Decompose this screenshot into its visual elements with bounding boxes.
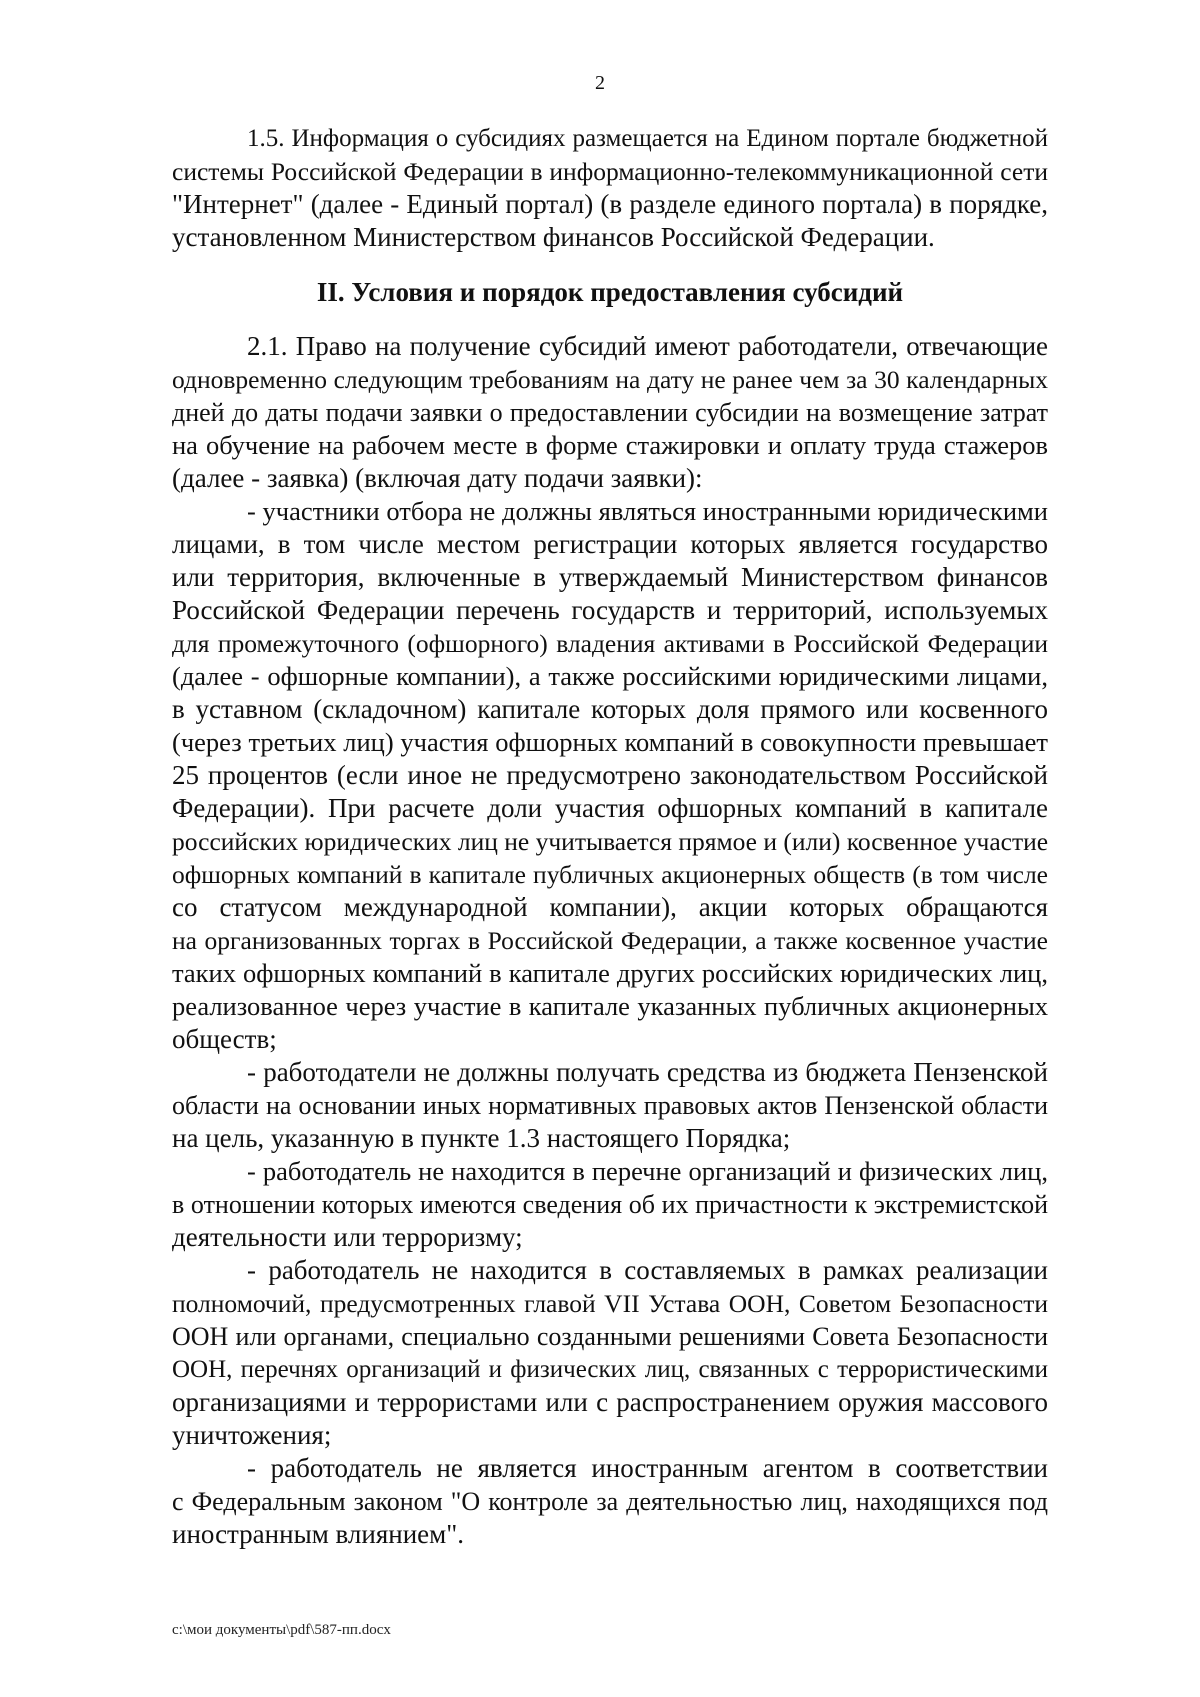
text-line: - работодатель не находится в перечне организаций и физических лиц, [247,1156,1048,1186]
text-line: обществ; [172,1024,277,1054]
text-line: ООН или органами, специально созданными решениями Совета Безопасности [172,1322,1048,1351]
text-line: лицами, в том числе местом регистрации которых является государство [172,529,1048,559]
text-line: - участники отбора не должны являться иностранными юридическими [247,496,1048,526]
text-line: на организованных торгах в Российской Федерации, а также косвенное участие [172,926,1048,955]
text-line: в отношении которых имеются сведения об их причастности к экстремистской [172,1190,1048,1219]
text-line: с Федеральным законом "О контроле за деятельностью лиц, находящихся под [172,1487,1048,1516]
requirement-foreign-agent [172,1452,1048,1551]
text-line: "Интернет" (далее - Единый портал) (в разделе единого портала) в порядке, [172,189,1048,219]
text-line: Российской Федерации перечень государств и территорий, используемых [172,595,1048,625]
document-body [172,122,1048,1551]
requirement-un-lists [172,1254,1048,1452]
paragraph-2-1 [172,330,1048,495]
text-line: со статусом международной компании), акции которых обращаются [172,892,1048,922]
footer-file-path: c:\мои документы\pdf\587-пп.docx [172,1622,391,1638]
text-line: 2.1. Право на получение субсидий имеют работодатели, отвечающие [247,331,1048,361]
text-line: уничтожения; [172,1420,332,1450]
text-line: (далее - заявка) (включая дату подачи заявки): [172,463,703,493]
text-line: или территория, включенные в утверждаемый Министерством финансов [172,562,1048,592]
page-number: 2 [595,72,605,94]
text-line: реализованное через участие в капитале указанных публичных акционерных [172,991,1048,1021]
text-line: - работодатель не находится в составляемых в рамках реализации [247,1255,1048,1285]
requirement-extremism [172,1155,1048,1254]
text-line: полномочий, предусмотренных главой VII Устава ООН, Советом Безопасности [172,1289,1048,1318]
text-line: области на основании иных нормативных правовых актов Пензенской области [172,1091,1048,1120]
text-line: Федерации). При расчете доли участия офшорных компаний в капитале [172,793,1048,823]
text-line: организациями и террористами или с распространением оружия массового [172,1387,1048,1417]
text-line: одновременно следующим требованиям на дату не ранее чем за 30 календарных [172,365,1048,394]
text-line: ООН, перечнях организаций и физических лиц, связанных с террористическими [172,1356,1048,1383]
requirement-budget [172,1056,1048,1155]
text-line: офшорных компаний в капитале публичных акционерных обществ (в том числе [172,860,1048,889]
text-line: российских юридических лиц не учитывается прямое и (или) косвенное участие [172,827,1049,856]
text-line: для промежуточного (офшорного) владения активами в Российской Федерации [172,629,1048,658]
text-line: дней до даты подачи заявки о предоставлении субсидии на возмещение затрат [172,398,1048,427]
text-line: 25 процентов (если иное не предусмотрено законодательством Российской [172,760,1048,790]
text-line: иностранным влиянием". [172,1519,465,1549]
text-line: на цель, указанную в пункте 1.3 настоящего Порядка; [172,1123,791,1153]
paragraph-1-5 [172,122,1048,254]
text-line: - работодатели не должны получать средства из бюджета Пензенской [247,1057,1048,1087]
text-line: системы Российской Федерации в информационно-телекоммуникационной сети [172,157,1048,186]
text-line: (через третьих лиц) участия офшорных компаний в совокупности превышает [172,727,1048,757]
text-line: таких офшорных компаний в капитале других российских юридических лиц, [172,958,1048,988]
text-line: установленном Министерством финансов Российской Федерации. [172,222,935,252]
text-line: в уставном (складочном) капитале которых доля прямого или косвенного [172,694,1048,724]
text-line: - работодатель не является иностранным агентом в соответствии [247,1453,1048,1483]
requirement-offshore [172,495,1048,1056]
section-heading: II. Условия и порядок предоставления субсидий [316,277,904,307]
text-line: деятельности или терроризму; [172,1222,523,1252]
text-line: на обучение на рабочем месте в форме стажировки и оплату труда стажеров [172,430,1048,460]
text-line: (далее - офшорные компании), а также российскими юридическими лицами, [172,661,1048,691]
text-line: 1.5. Информация о субсидиях размещается на Едином портале бюджетной [247,125,1048,152]
